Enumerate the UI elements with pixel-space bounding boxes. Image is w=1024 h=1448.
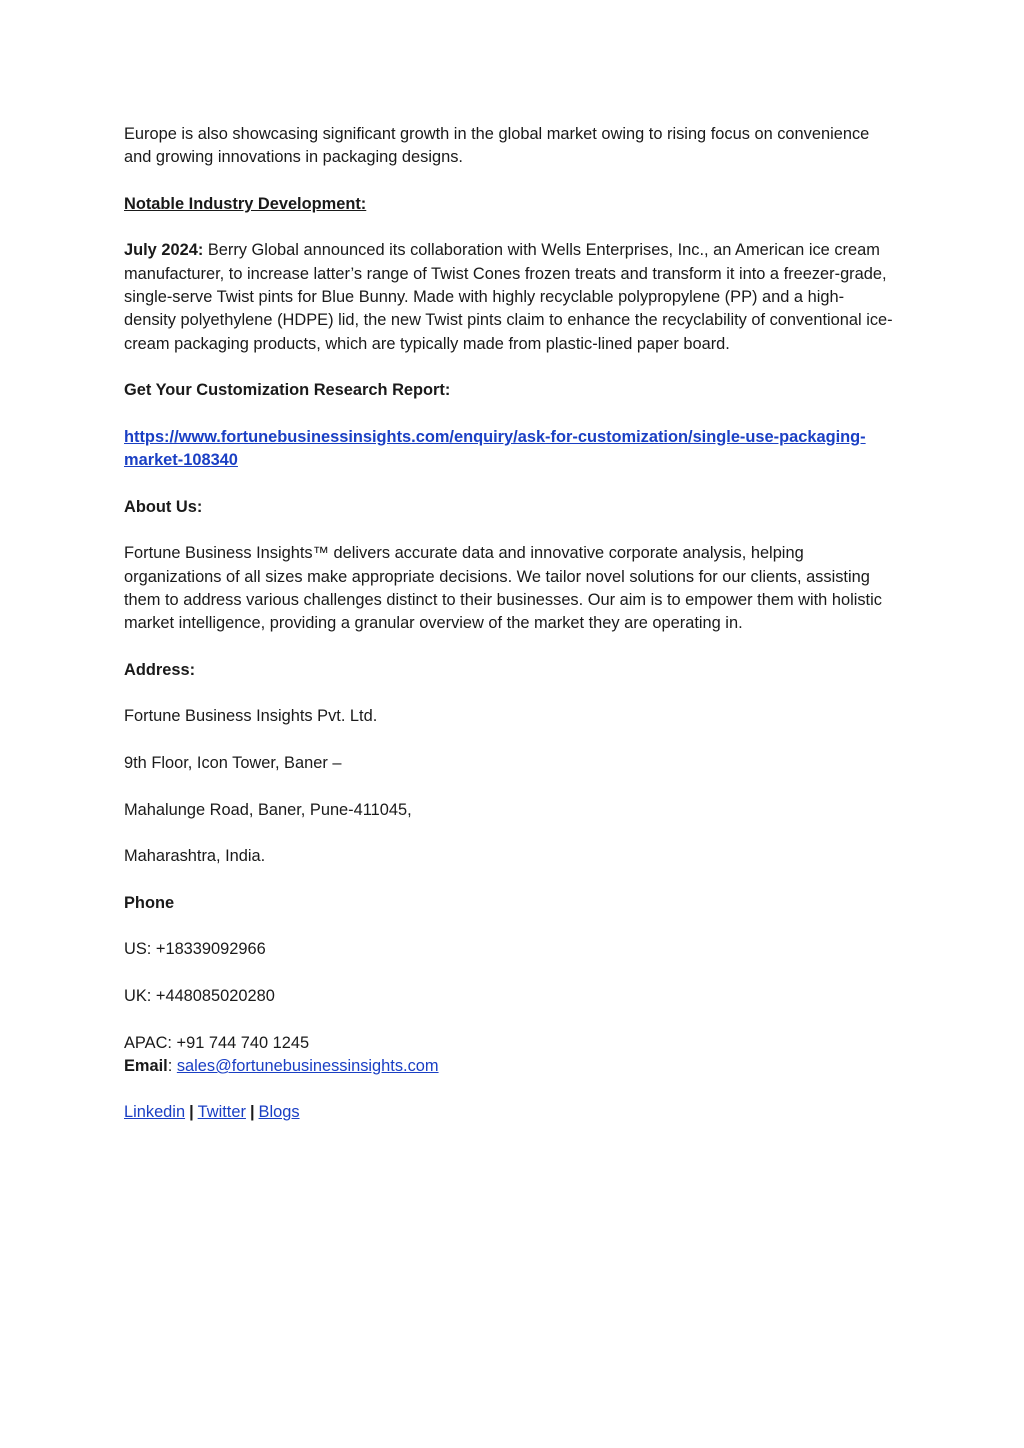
social-separator: | [189,1103,194,1122]
linkedin-link[interactable]: Linkedin [124,1103,186,1122]
social-separator: | [249,1103,255,1122]
email-link[interactable]: sales@fortunebusinessinsights.com [176,1056,439,1075]
address-line-company: Fortune Business Insights Pvt. Ltd. [124,707,378,726]
phone-uk: UK: +448085020280 [124,986,275,1005]
address-heading: Address: [124,660,196,679]
email-label: Email [124,1056,168,1075]
customization-heading: Get Your Customization Research Report: [124,381,451,400]
address-line-state: Maharashtra, India. [124,847,266,866]
development-date: July 2024: [124,241,204,260]
twitter-link[interactable]: Twitter [197,1103,246,1122]
development-paragraph [124,239,894,355]
intro-paragraph: Europe is also showcasing significant growth in the global market owing to rising focus on convenience and growing innovations in packaging designs. [124,125,870,167]
email-line [124,1055,894,1078]
phone-us: US: +18339092966 [124,940,266,959]
about-heading: About Us: [124,497,203,516]
address-line-floor: 9th Floor, Icon Tower, Baner – [124,754,342,773]
document-page [124,123,894,1148]
social-links [124,1101,894,1124]
customization-link[interactable]: https://www.fortunebusinessinsights.com/enquiry/ask-for-customization/single-use-packaging-market-108340 [124,427,866,470]
blogs-link[interactable]: Blogs [258,1103,300,1122]
development-text: Berry Global announced its collaboration with Wells Enterprises, Inc., an American ice cream manufacturer, to increase latter’s range of Twist Cones frozen treats and transform it into a freezer-grade, single-serve Twist pints for Blue Bunny. Made with highly recyclable polypropylene (PP) and a high-density polyethylene (HDPE) lid, the new Twist pints claim to enhance the recyclability of conventional ice-cream packaging products, which are typically made from plastic-lined paper board. [124,241,893,353]
email-separator: : [167,1056,177,1075]
about-paragraph: Fortune Business Insights™ delivers accurate data and innovative corporate analysis, helping organizations of all sizes make appropriate decisions. We tailor novel solutions for our clients, assisting them to address various challenges distinct to their businesses. Our aim is to empower them with holistic market intelligence, providing a granular overview of the market they are operating in. [124,544,882,633]
address-line-road: Mahalunge Road, Baner, Pune-411045, [124,800,412,819]
development-heading: Notable Industry Development: [124,194,367,213]
phone-heading: Phone [124,893,175,912]
phone-apac: APAC: +91 744 740 1245 [124,1033,310,1052]
customization-link-paragraph [124,426,894,473]
